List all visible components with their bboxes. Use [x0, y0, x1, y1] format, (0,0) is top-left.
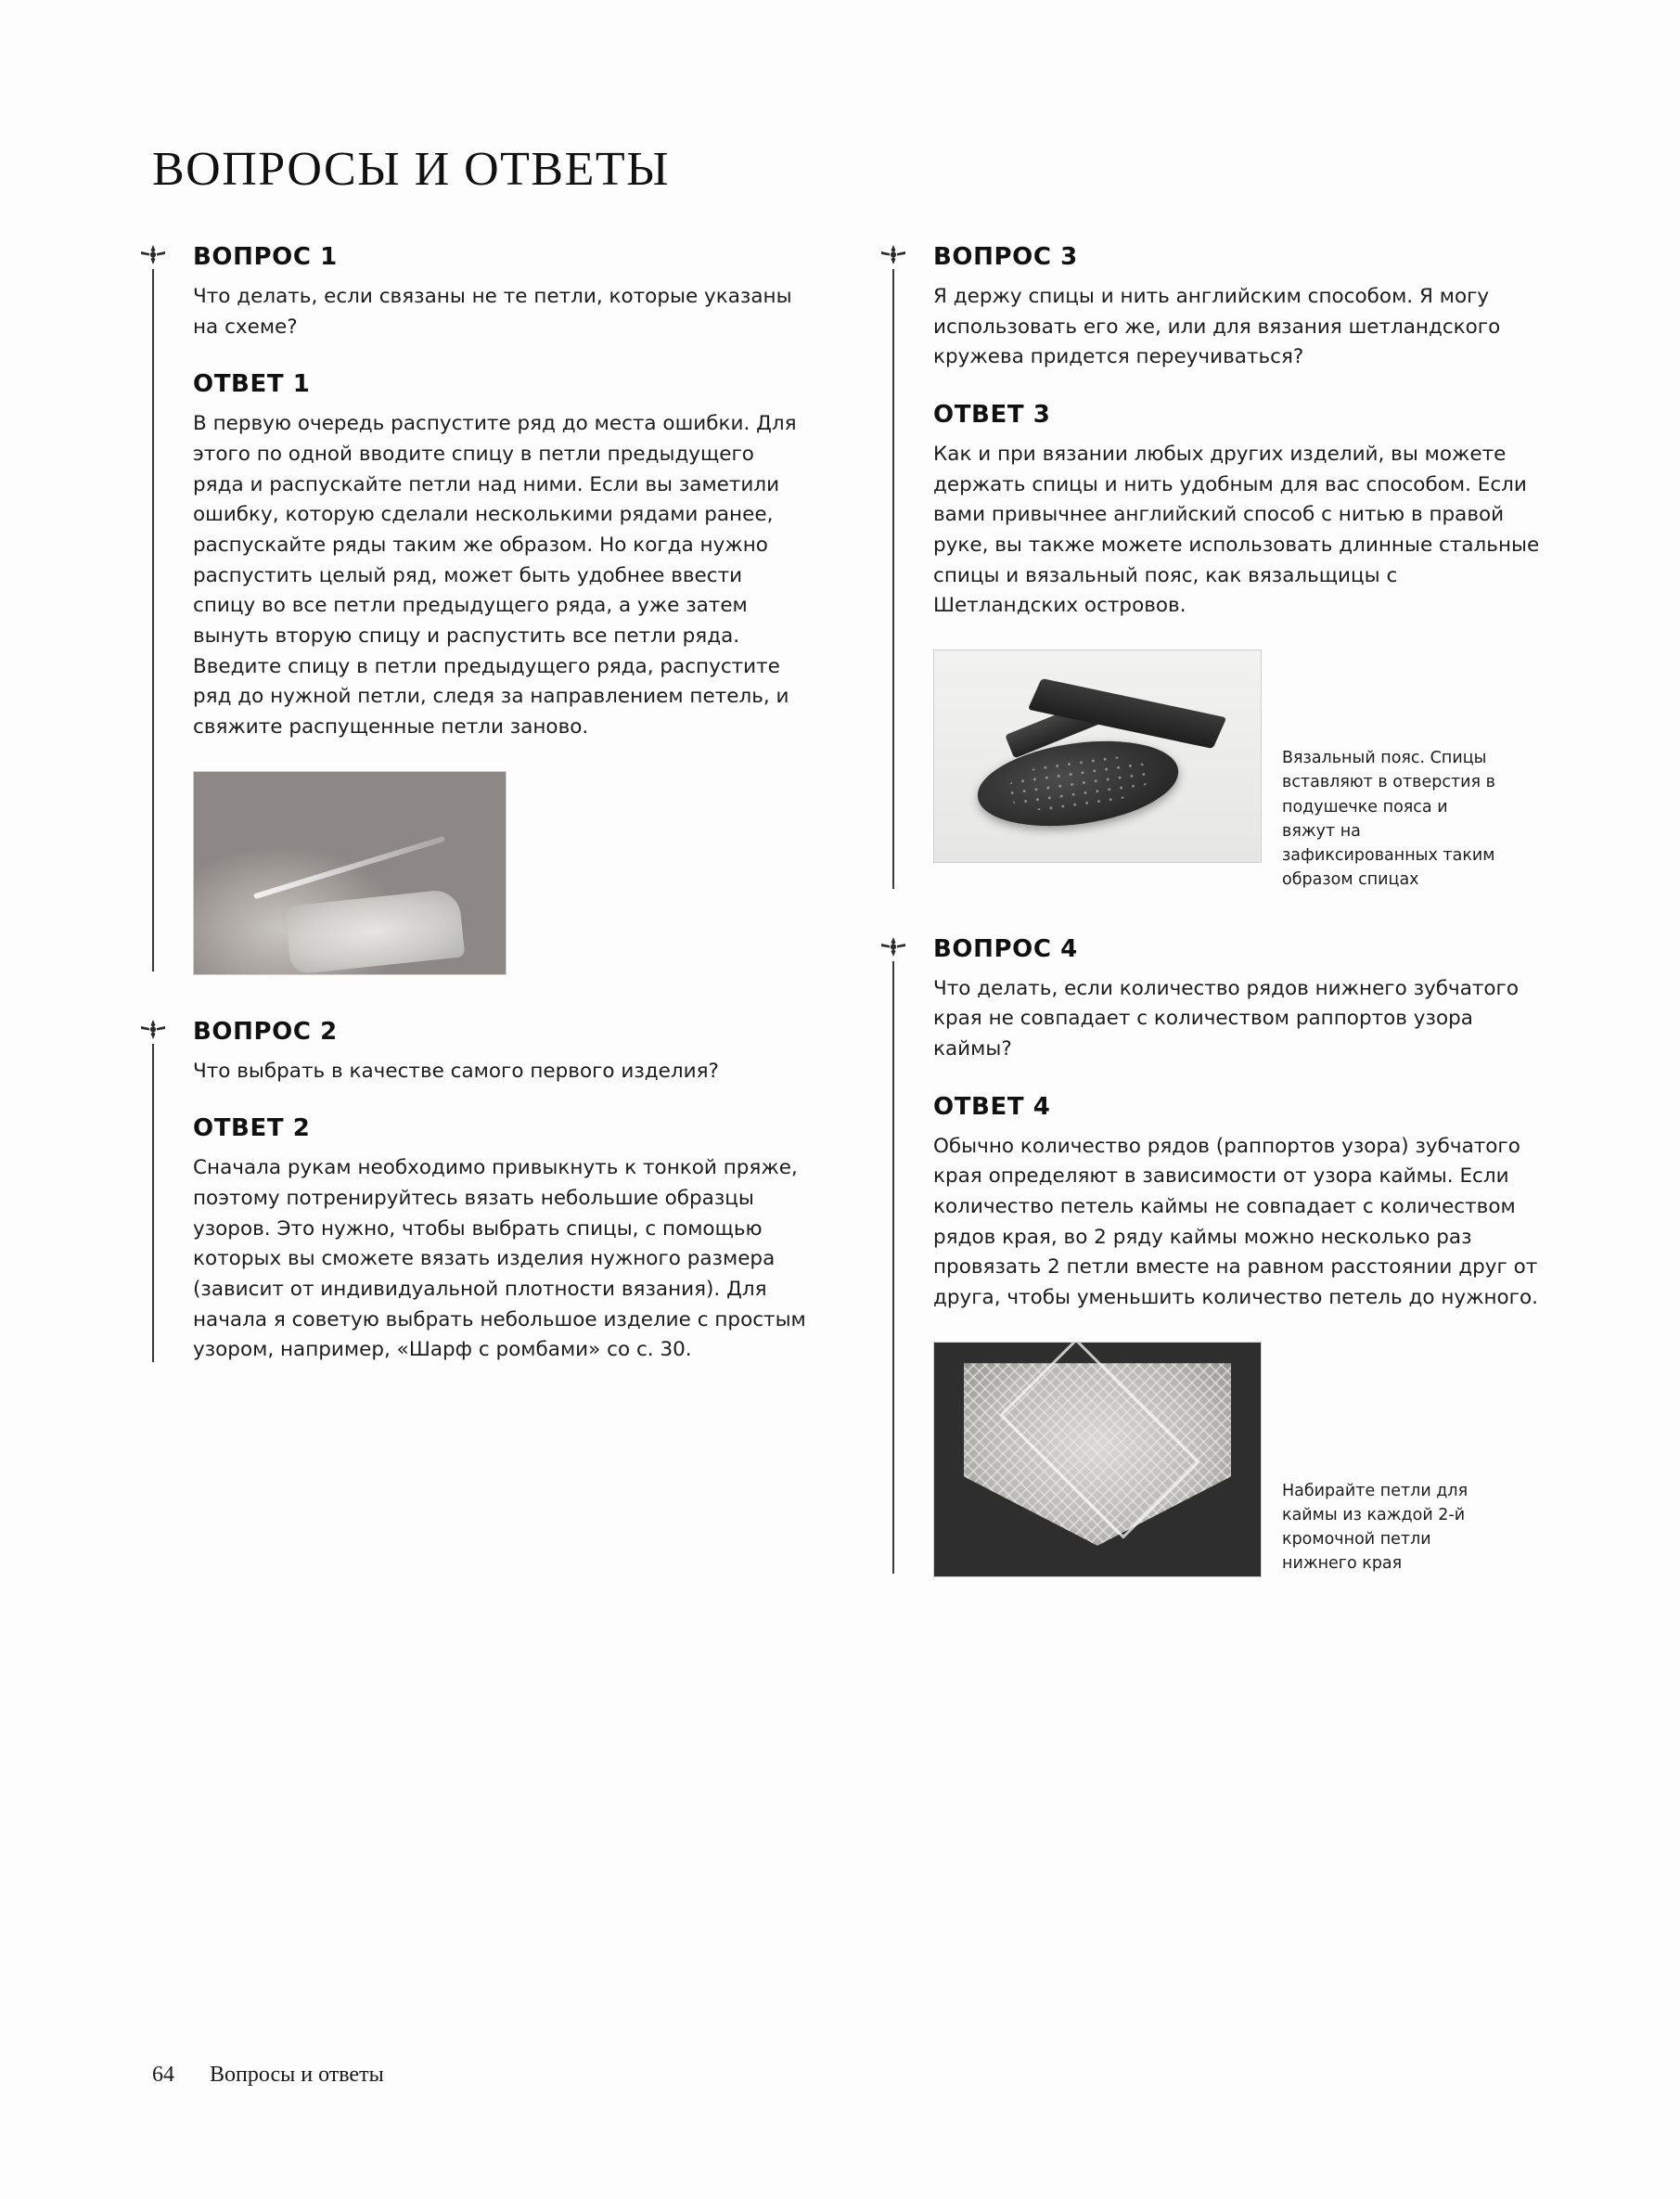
page-footer: [152, 2063, 384, 2088]
qa-block-question-3: [879, 243, 1547, 893]
page-title: ВОПРОСЫ И ОТВЕТЫ: [152, 142, 670, 196]
answer-label: ОТВЕТ 2: [193, 1114, 311, 1143]
footer-page-number: 64: [152, 2063, 174, 2087]
question-text: Я держу спицы и нить английским способом. Я могу использовать его же, или для вязания шетландского кружева придется переучиваться?: [933, 285, 1501, 369]
answer-text: Сначала рукам необходимо привыкнуть к тонкой пряже, поэтому потренируйтесь вязать небольшие образцы узоров. Это нужно, чтобы выбрать спицы, с помощью которых вы сможете вязать изделия нужного размера (зависит от индивидуальной плотности вязания). Для начала я советую выбрать небольшое изделие с простым узором, например, «Шарф с ромбами» со с. 30.: [193, 1156, 806, 1362]
answer-text: Обычно количество рядов (раппортов узора) зубчатого края определяют в зависимости от узора каймы. Если количество петель каймы не совпадает с количеством рядов края, во 2 ряду каймы можно несколько раз провязать 2 петли вместе на равном расстоянии друг от друга, чтобы уменьшить количество петель до нужного.: [933, 1134, 1538, 1309]
footer-section-name: Вопросы и ответы: [210, 2063, 384, 2087]
question-text: Что делать, если связаны не те петли, которые указаны на схеме?: [193, 285, 792, 339]
figure-hands-unraveling: [193, 771, 807, 975]
vertical-rule: [892, 269, 894, 889]
figure-image: [933, 649, 1262, 863]
figure-image: [933, 1342, 1262, 1577]
question-text: Что выбрать в качестве самого первого изделия?: [193, 1059, 719, 1083]
figure-caption: Вязальный пояс. Спицы вставляют в отверстия в подушечке пояса и вяжут на зафиксированных таким образом спицах: [1282, 749, 1495, 890]
vertical-rule: [152, 269, 154, 971]
ornament-icon: [879, 243, 907, 267]
qa-block-question-4: [879, 935, 1547, 1577]
answer-text: Как и при вязании любых других изделий, вы можете держать спицы и нить удобным для вас способом. Если вами привычнее английский способ с нитью в правой руке, вы также можете использовать длинные стальные спицы и вязальный пояс, как вязальщицы с Шетландских островов.: [933, 443, 1540, 618]
figure-image: [193, 771, 507, 975]
ornament-icon: [139, 1018, 167, 1042]
figure-lace-shawl: [933, 1342, 1547, 1577]
answer-label: ОТВЕТ 3: [933, 401, 1051, 430]
qa-block-question-1: [139, 243, 807, 975]
figure-knitting-belt: [933, 649, 1547, 893]
figure-caption: Набирайте петли для каймы из каждой 2-й кромочной петли нижнего края: [1282, 1481, 1468, 1574]
vertical-rule: [892, 961, 894, 1574]
question-label: ВОПРОС 1: [193, 243, 338, 271]
vertical-rule: [152, 1044, 154, 1362]
left-column: [139, 243, 807, 1408]
question-label: ВОПРОС 3: [933, 243, 1078, 271]
answer-label: ОТВЕТ 1: [193, 370, 311, 399]
answer-label: ОТВЕТ 4: [933, 1092, 1051, 1121]
qa-block-question-2: [139, 1018, 807, 1366]
ornament-icon: [879, 935, 907, 959]
question-label: ВОПРОС 2: [193, 1017, 338, 1046]
ornament-icon: [139, 243, 167, 267]
question-label: ВОПРОС 4: [933, 934, 1078, 963]
answer-text: В первую очередь распустите ряд до места ошибки. Для этого по одной вводите спицу в петли предыдущего ряда и распускайте петли над ними. Если вы заметили ошибку, которую сделали несколькими рядами ранее, распускайте ряды таким же образом. Но когда нужно распустить целый ряд, может быть удобнее ввести спицу во все петли предыдущего ряда, а уже затем вынуть вторую спицу и распустить все петли ряда. Введите спицу в петли предыдущего ряда, распустите ряд до нужной петли, следя за направлением петель, и свяжите распущенные петли заново.: [193, 412, 797, 739]
right-column: [879, 243, 1547, 1620]
question-text: Что делать, если количество рядов нижнего зубчатого края не совпадает с количеством раппортов узора каймы?: [933, 976, 1520, 1061]
